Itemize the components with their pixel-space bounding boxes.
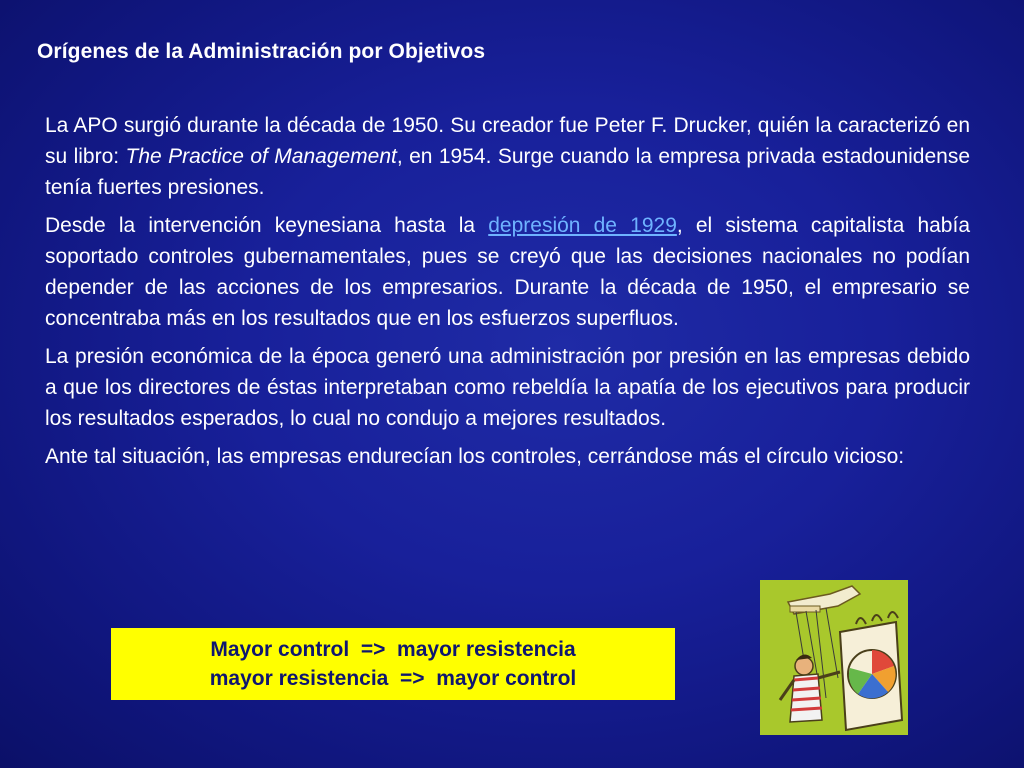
paragraph-origins: La APO surgió durante la década de 1950. Su creador fue Peter F. Drucker, quién la caracterizó en su libro: The Practice of Management, en 1954. Surge cuando la empresa privada estadounidense tenía fuertes presiones. — [45, 114, 971, 199]
vicious-circle-callout — [111, 628, 675, 700]
puppet-presenter-pie-chart-icon — [760, 580, 908, 735]
callout-line-2: mayor resistencia => mayor control — [209, 667, 577, 690]
paragraph-pressure: La presión económica de la época generó una administración por presión en las empresas debido a que los directores de éstas interpretaban como rebeldía la apatía de los ejecutivos para producir los resultados esperados, lo cual no condujo a mejores resultados. — [45, 345, 970, 430]
depression-1929-link[interactable]: depresión de 1929 — [488, 214, 677, 237]
paragraph-keynesian: Desde la intervención keynesiana hasta la depresión de 1929, el sistema capitalista había soportado controles gubernamentales, pues se creyó que las decisiones nacionales no podían depender de las acciones de los empresarios. Durante la década de 1950, el empresario se concentraba más en los resultados que en los esfuerzos superfluos. — [45, 214, 970, 330]
slide-body — [45, 110, 970, 479]
book-title: The Practice of Management — [125, 145, 397, 168]
slide-title: Orígenes de la Administración por Objetivos — [37, 40, 486, 63]
paragraph-vicious-circle: Ante tal situación, las empresas endurecían los controles, cerrándose más el círculo vicioso: — [45, 445, 905, 468]
callout-line-1: Mayor control => mayor resistencia — [210, 638, 576, 661]
